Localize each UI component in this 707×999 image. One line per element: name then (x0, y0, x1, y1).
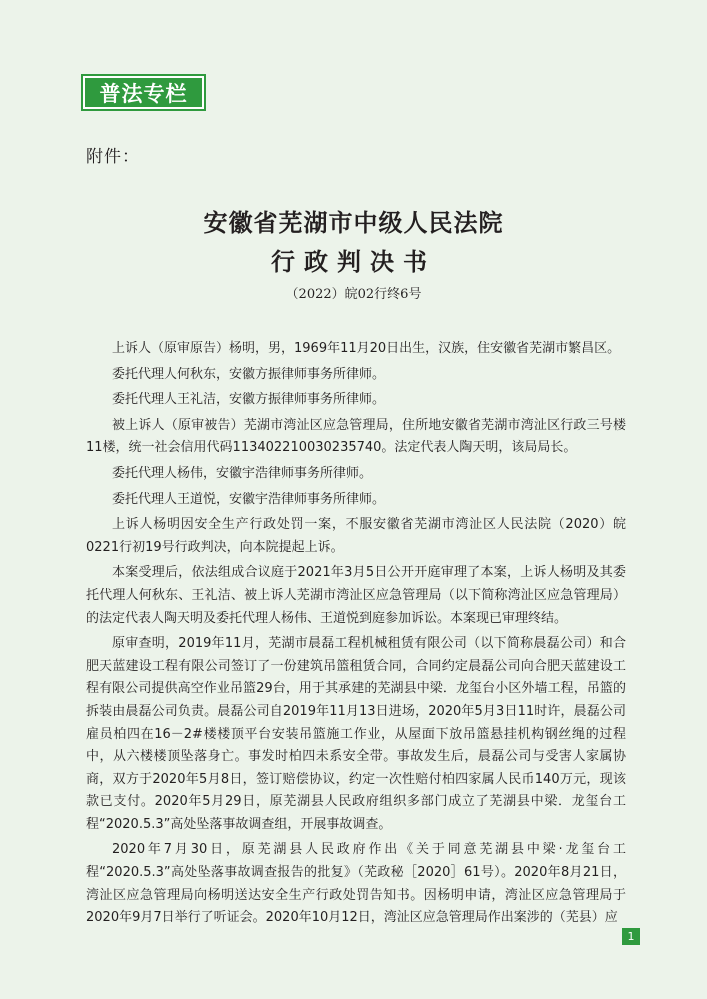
attachment-label: 附件： (86, 147, 140, 167)
paragraph-procedure: 2020年7月30日，原芜湖县人民政府作出《关于同意芜湖县中梁·龙玺台工程“2020.5.3”高处坠落事故调查报告的批复》（芜政秘［2020］61号）。2020年8月21日，湾沚区应急管理局向杨明送达安全生产行政处罚告知书。因杨明申请，湾沚区应急管理局于2020年9月7日举行了听证会。2020年10月12日，湾沚区应急管理局作出案涉的（芜县）应 (86, 842, 626, 926)
judgment-body (86, 338, 626, 930)
page-number: 1 (622, 928, 640, 945)
paragraph-appellant: 上诉人（原审原告）杨明，男，1969年11月20日出生，汉族，住安徽省芜湖市繁昌区。 (112, 341, 621, 356)
column-badge: 普法专栏 (83, 76, 204, 109)
paragraph-appellee-agent-1: 委托代理人杨伟，安徽宇浩律师事务所律师。 (112, 465, 373, 481)
paragraph-appellee: 被上诉人（原审被告）芜湖市湾沚区应急管理局，住所地安徽省芜湖市湾沚区行政三号楼11楼，统一社会信用代码113402210030235740。法定代表人陶天明，该局局长。 (86, 417, 626, 456)
document-type: 行政判决书 (271, 247, 436, 276)
paragraph-appeal: 上诉人杨明因安全生产行政处罚一案，不服安徽省芜湖市湾沚区人民法院（2020）皖0221行初19号行政判决，向本院提起上诉。 (86, 517, 626, 555)
court-name: 安徽省芜湖市中级人民法院 (203, 208, 504, 237)
paragraph-appellant-agent-1: 委托代理人何秋东，安徽方振律师事务所律师。 (112, 366, 386, 382)
paragraph-facts: 原审查明，2019年11月，芜湖市晨磊工程机械租赁有限公司（以下简称晨磊公司）和合肥天蓝建设工程有限公司签订了一份建筑吊篮租赁合同，合同约定晨磊公司向合肥天蓝建设工程有限公司提供高空作业吊篮29台，用于其承建的芜湖县中梁．龙玺台小区外墙工程，吊篮的拆装由晨磊公司负责。晨磊公司自2019年11月13日进场，2020年5月3日11时许，晨磊公司雇员柏四在16－2#楼楼顶平台安装吊篮施工作业，从屋面下放吊篮悬挂机构钢丝绳的过程中，从六楼楼顶坠落身亡。事发时柏四未系安全带。事故发生后，晨磊公司与受害人家属协商，双方于2020年5月8日，签订赔偿协议，约定一次性赔付柏四家属人民币140万元，现该款已支付。2020年5月29日，原芜湖县人民政府组织多部门成立了芜湖县中梁．龙玺台工程“2020.5.3”高处坠落事故调查组，开展事故调查。 (86, 636, 626, 832)
paragraph-hearing: 本案受理后，依法组成合议庭于2021年3月5日公开开庭审理了本案，上诉人杨明及其委托代理人何秋东、王礼洁、被上诉人芜湖市湾沚区应急管理局（以下简称湾沚区应急管理局）的法定代表人陶天明及委托代理人杨伟、王道悦到庭参加诉讼。本案现已审理终结。 (86, 565, 626, 626)
paragraph-appellee-agent-2: 委托代理人王道悦，安徽宇浩律师事务所律师。 (112, 491, 386, 507)
paragraph-appellant-agent-2: 委托代理人王礼洁，安徽方振律师事务所律师。 (112, 392, 386, 408)
case-number: （2022）皖02行终6号 (285, 287, 422, 302)
